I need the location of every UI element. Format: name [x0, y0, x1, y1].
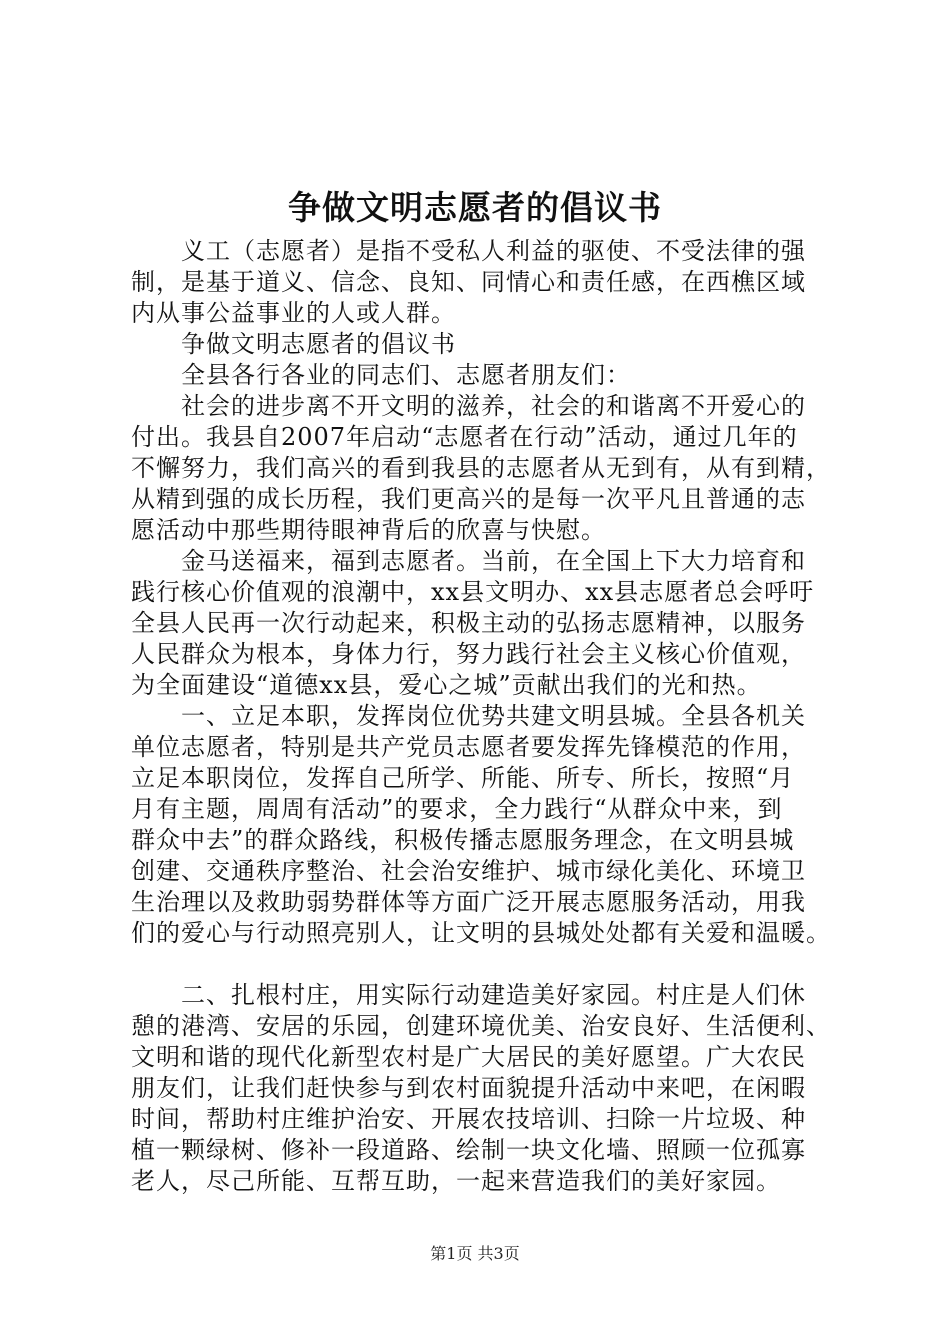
page-number-footer: 第1页 共3页	[430, 1244, 520, 1263]
text-line: 内从事公益事业的人或人群。	[131, 299, 456, 327]
text-line: 老人，尽己所能、互帮互助，一起来营造我们的美好家园。	[131, 1167, 781, 1195]
paragraph-point-two	[131, 980, 831, 1197]
paragraph-point-one	[131, 701, 831, 949]
text-line: 一、立足本职，发挥岗位优势共建文明县城。全县各机关	[181, 702, 806, 730]
text-line: 生治理以及救助弱势群体等方面广泛开展志愿服务活动，用我	[131, 888, 806, 916]
text-line: 全县各行各业的同志们、志愿者朋友们：	[181, 361, 631, 389]
text-line: 社会的进步离不开文明的滋养，社会的和谐离不开爱心的	[181, 392, 806, 420]
paragraph-salutation	[131, 360, 831, 391]
text-line: 为全面建设“道德xx县，爱心之城”贡献出我们的光和热。	[131, 671, 762, 699]
text-line: 不懈努力，我们高兴的看到我县的志愿者从无到有，从有到精，	[131, 454, 831, 482]
text-line: 们的爱心与行动照亮别人，让文明的县城处处都有关爱和温暖。	[131, 919, 831, 947]
paragraph-call	[131, 546, 831, 701]
text-line: 时间，帮助村庄维护治安、开展农技培训、扫除一片垃圾、种	[131, 1105, 806, 1133]
text-line: 文明和谐的现代化新型农村是广大居民的美好愿望。广大农民	[131, 1043, 806, 1071]
paragraph-intro	[131, 391, 831, 546]
text-line: 人民群众为根本，身体力行，努力践行社会主义核心价值观，	[131, 640, 806, 668]
document-title: 争做文明志愿者的倡议书	[288, 188, 662, 227]
text-line: 践行核心价值观的浪潮中，xx县文明办、xx县志愿者总会呼吁	[131, 578, 815, 606]
paragraph-subtitle	[131, 329, 831, 360]
text-line: 植一颗绿树、修补一段道路、绘制一块文化墙、照顾一位孤寡	[131, 1136, 806, 1164]
text-line: 朋友们，让我们赶快参与到农村面貌提升活动中来吧，在闲暇	[131, 1074, 806, 1102]
text-line: 群众中去”的群众路线，积极传播志愿服务理念，在文明县城	[131, 826, 795, 854]
text-line: 义工（志愿者）是指不受私人利益的驱使、不受法律的强	[181, 237, 806, 265]
text-line: 立足本职岗位，发挥自己所学、所能、所专、所长，按照“月	[131, 764, 795, 792]
text-line: 单位志愿者，特别是共产党员志愿者要发挥先锋模范的作用，	[131, 733, 806, 761]
text-line: 憩的港湾、安居的乐园，创建环境优美、治安良好、生活便利、	[131, 1012, 831, 1040]
text-line: 金马送福来，福到志愿者。当前，在全国上下大力培育和	[181, 547, 806, 575]
text-line: 制，是基于道义、信念、良知、同情心和责任感，在西樵区域	[131, 268, 806, 296]
text-line: 全县人民再一次行动起来，积极主动的弘扬志愿精神，以服务	[131, 609, 806, 637]
text-line: 月有主题，周周有活动”的要求，全力践行“从群众中来，到	[131, 795, 783, 823]
document-body	[131, 236, 831, 1197]
text-line: 从精到强的成长历程，我们更高兴的是每一次平凡且普通的志	[131, 485, 806, 513]
paragraph-definition	[131, 236, 831, 329]
text-line: 付出。我县自2007年启动“志愿者在行动”活动，通过几年的	[131, 423, 798, 451]
text-line: 争做文明志愿者的倡议书	[181, 330, 456, 358]
text-line: 创建、交通秩序整治、社会治安维护、城市绿化美化、环境卫	[131, 857, 806, 885]
text-line: 二、扎根村庄，用实际行动建造美好家园。村庄是人们休	[181, 981, 806, 1009]
text-line: 愿活动中那些期待眼神背后的欣喜与快慰。	[131, 516, 606, 544]
